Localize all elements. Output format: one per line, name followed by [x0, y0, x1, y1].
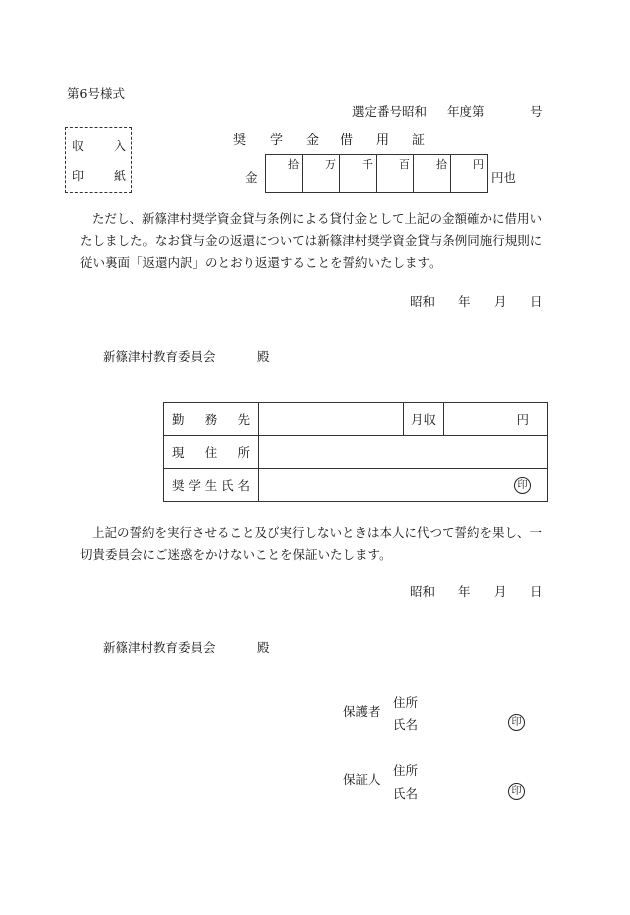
date2-year: 年 — [458, 584, 471, 599]
student-info-table — [163, 402, 548, 502]
title-char-5: 用 — [376, 133, 390, 148]
guarantor-role: 保証人 — [343, 772, 381, 787]
addressee2-name: 新篠津村教育委員会 — [103, 640, 216, 655]
date2-day: 日 — [530, 584, 543, 599]
digit-header: 万 — [325, 158, 336, 171]
stamp-label-shi: 紙 — [114, 169, 127, 183]
amount-box-ten-thousand-tens[interactable] — [266, 155, 303, 193]
income-unit: 円 — [516, 412, 529, 427]
seal-mark: 印 — [508, 783, 525, 800]
stamp-label-nyu: 入 — [114, 139, 127, 153]
title-char-6: 証 — [412, 133, 426, 148]
selection-number-year-suffix: 年度第 — [447, 104, 485, 119]
guarantor-address-label: 住所 — [393, 763, 419, 778]
amount-box-ten[interactable] — [414, 155, 451, 193]
seal-mark: 印 — [514, 477, 531, 494]
seal-mark: 印 — [508, 714, 525, 731]
amount-prefix: 金 — [245, 170, 258, 185]
date1-day: 日 — [530, 294, 543, 309]
selection-number-suffix: 号 — [530, 104, 543, 119]
title-char-2: 学 — [270, 133, 284, 148]
date2-month: 月 — [494, 584, 507, 599]
stamp-label-shu: 収 — [72, 139, 85, 153]
selection-number-label: 選定番号昭和 — [352, 104, 428, 119]
digit-header: 拾 — [436, 158, 447, 171]
address-label: 現住所 — [172, 445, 250, 460]
stamp-label-in: 印 — [72, 169, 85, 183]
amount-box-hundred[interactable] — [377, 155, 414, 193]
title-char-4: 借 — [340, 133, 354, 148]
income-label-cell — [404, 403, 444, 436]
form-number: 第6号様式 — [67, 86, 125, 101]
amount-box-thousand[interactable] — [340, 155, 377, 193]
student-name-label: 奨学生氏名 — [172, 478, 250, 493]
amount-box-ten-thousand[interactable] — [303, 155, 340, 193]
digit-header: 円 — [473, 158, 484, 171]
amount-box-yen[interactable] — [451, 155, 488, 193]
digit-header: 百 — [399, 158, 410, 171]
digit-header: 拾 — [288, 158, 299, 171]
title-char-1: 奨 — [233, 133, 247, 148]
address-label-cell — [164, 436, 259, 469]
student-name-field[interactable] — [259, 469, 548, 502]
income-field[interactable] — [444, 403, 548, 436]
title-char-3: 金 — [306, 133, 320, 148]
student-name-label-cell — [164, 469, 259, 502]
address-field[interactable] — [259, 436, 548, 469]
revenue-stamp-box — [65, 127, 132, 193]
date1-year: 年 — [458, 294, 471, 309]
amount-suffix: 円也 — [491, 170, 517, 185]
workplace-label: 勤務先 — [172, 412, 250, 427]
addressee2-honorific: 殿 — [257, 640, 270, 655]
guardian-role: 保護者 — [343, 704, 381, 719]
guarantee-text: 上記の誓約を実行させること及び実行しないときは本人に代つて誓約を果し、一切貴委員会にご迷惑をかけないことを保証いたします。 — [80, 525, 543, 562]
addressee1-honorific: 殿 — [257, 349, 270, 364]
addressee1-name: 新篠津村教育委員会 — [103, 349, 216, 364]
guarantor-seal — [508, 783, 525, 800]
guarantor-name-label: 氏名 — [393, 786, 419, 801]
amount-digit-boxes — [265, 154, 488, 193]
guardian-address-label: 住所 — [393, 695, 419, 710]
workplace-field[interactable] — [259, 403, 404, 436]
pledge-text: ただし、新篠津村奨学資金貸与条例による貸付金として上記の金額確かに借用いたしました。なお貸与金の返還については新篠津村奨学資金貸与条例同施行規則に従い裏面「返還内訳」のとおり返還することを誓約いたします。 — [80, 211, 543, 270]
date2-era: 昭和 — [410, 584, 436, 599]
income-label: 月収 — [410, 412, 436, 427]
date1-era: 昭和 — [410, 294, 436, 309]
guardian-seal — [508, 714, 525, 731]
guardian-name-label: 氏名 — [393, 717, 419, 732]
date1-month: 月 — [494, 294, 507, 309]
workplace-label-cell — [164, 403, 259, 436]
digit-header: 千 — [362, 158, 373, 171]
